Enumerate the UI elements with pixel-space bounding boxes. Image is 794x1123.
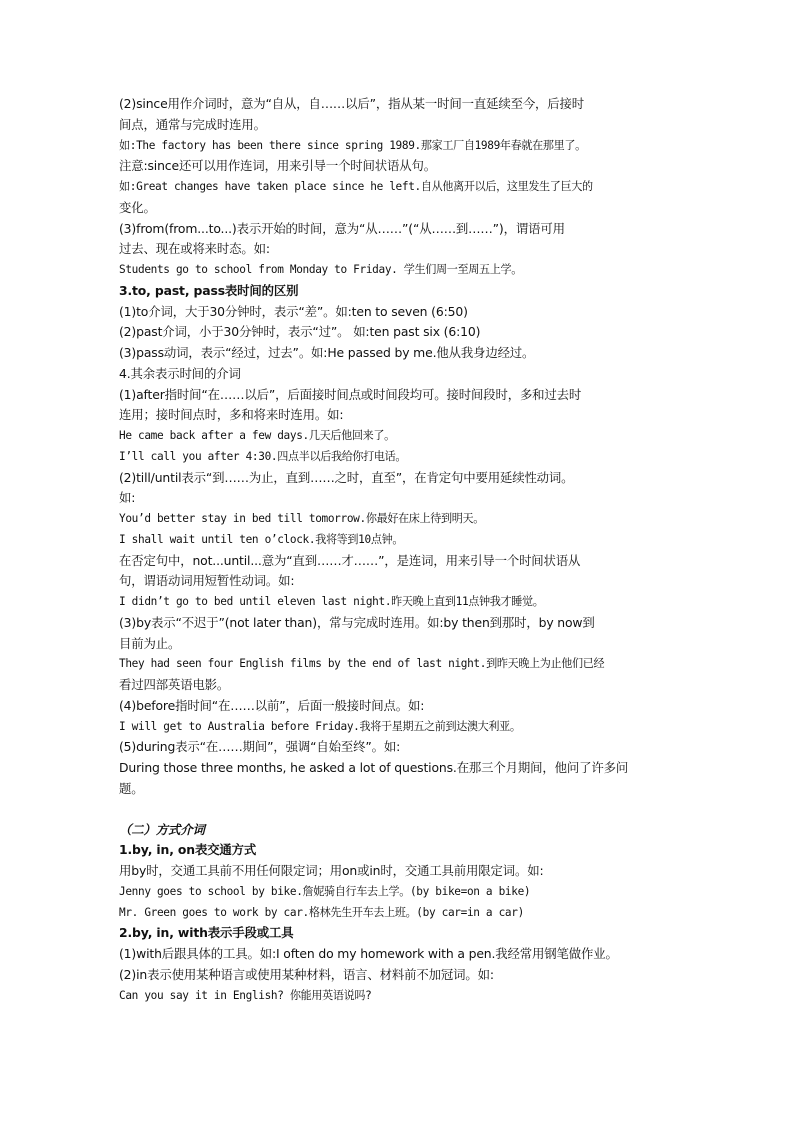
text-line: Mr. Green goes to work by car.格林先生开车去上班。(by car=in a car)	[119, 905, 524, 919]
text-line: (2)past介词，小于30分钟时，表示“过”。 如:ten past six (6:10)	[119, 324, 481, 340]
section-heading: 3.to, past, pass表时间的区别	[119, 282, 299, 298]
text-line: (2)in表示使用某种语言或使用某种材料，语言、材料前不加冠词。如:	[119, 966, 494, 982]
text-line: During those three months, he asked a lot of questions.在那三个月期间，他问了许多问	[119, 760, 629, 775]
text-line: (2)since用作介词时，意为“自从，自……以后”，指从某一时间一直延续至今，后接时	[119, 96, 585, 111]
text-line: 用by时，交通工具前不用任何限定词；用on或in时，交通工具前用限定词。如:	[119, 863, 544, 878]
text-line: 目前为止。	[119, 635, 181, 651]
text-line: They had seen four English films by the end of last night.到昨天晚上为止他们已经	[119, 657, 605, 671]
section-heading: 2.by, in, with表示手段或工具	[119, 925, 294, 941]
text-line: 间点，通常与完成时连用。	[119, 116, 266, 132]
text-line: 连用；接时间点时，多和将来时连用。如:	[119, 407, 344, 423]
text-line: I will get to Australia before Friday.我将于星期五之前到达澳大利亚。	[119, 719, 521, 733]
text-line: Can you say it in English? 你能用英语说吗?	[119, 988, 372, 1002]
text-line: (3)pass动词，表示“经过，过去”。如:He passed by me.他从我身边经过。	[119, 345, 535, 360]
blank-line	[119, 800, 679, 820]
text-line: 变化。	[119, 199, 156, 215]
text-line: I didn’t go to bed until eleven last night.昨天晚上直到11点钟我才睡觉。	[119, 595, 544, 608]
text-line: 句，谓语动词用短暂性动词。如:	[119, 573, 295, 589]
text-line: 看过四部英语电影。	[119, 677, 230, 692]
text-line: You’d better stay in bed till tomorrow.你最好在床上待到明天。	[119, 512, 485, 525]
text-line: (4)before指时间“在……以前”，后面一般接时间点。如:	[119, 697, 425, 713]
text-line: (5)during表示“在……期间”，强调“自始至终”。如:	[119, 739, 401, 755]
text-line: I’ll call you after 4:30.四点半以后我给你打电话。	[119, 449, 407, 463]
text-line: (1)after指时间“在……以后”，后面接时间点或时间段均可。接时间段时，多和过去时	[119, 386, 582, 402]
section-heading: 1.by, in, on表交通方式	[119, 842, 257, 858]
text-line: He came back after a few days.几天后他回来了。	[119, 429, 395, 442]
text-line: (3)from(from...to...)表示开始的时间，意为“从……”(“从……到……”)，谓语可用	[119, 220, 565, 236]
document-page	[119, 94, 679, 1006]
section-heading: （二）方式介词	[119, 821, 205, 837]
text-line: 如:	[119, 490, 136, 506]
text-line: (1)with后跟具体的工具。如:I often do my homework with a pen.我经常用钢笔做作业。	[119, 946, 618, 961]
text-line: I shall wait until ten o’clock.我将等到10点钟。	[119, 532, 404, 546]
text-line: 在否定句中，not...until...意为“直到……才……”，是连词，用来引导一个时间状语从	[119, 552, 581, 568]
text-line: (2)till/until表示“到……为止，直到……之时，直至”，在肯定句中要用延续性动词。	[119, 469, 574, 485]
text-line: 题。	[119, 780, 144, 796]
text-line: 过去、现在或将来时态。如:	[119, 241, 270, 257]
text-line: 如:Great changes have taken place since he left.自从他离开以后，这里发生了巨大的	[119, 180, 593, 193]
text-line: Jenny goes to school by bike.詹妮骑自行车去上学。(by bike=on a bike)	[119, 884, 531, 898]
text-line: Students go to school from Monday to Friday. 学生们周一至周五上学。	[119, 263, 522, 276]
text-line: 如:The factory has been there since spring 1989.那家工厂自1989年春就在那里了。	[119, 138, 586, 152]
text-line: (3)by表示“不迟于”(not later than)，常与完成时连用。如:by then到那时，by now到	[119, 614, 595, 630]
text-line: 4.其余表示时间的介词	[119, 365, 241, 381]
text-line: 注意:since还可以用作连词，用来引导一个时间状语从句。	[119, 158, 436, 174]
text-line: (1)to介词，大于30分钟时，表示“差”。如:ten to seven (6:50)	[119, 303, 468, 319]
